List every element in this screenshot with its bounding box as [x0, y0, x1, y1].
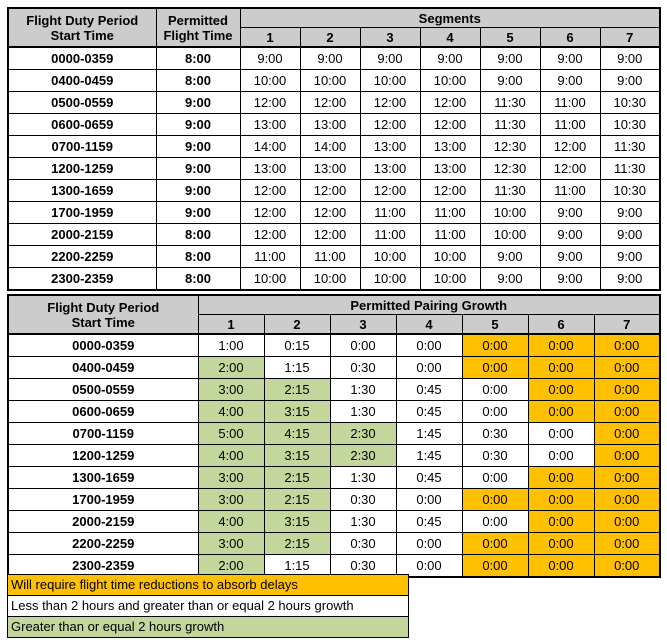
growth-value-cell: 0:30 [330, 533, 396, 555]
growth-value-cell: 0:00 [396, 489, 462, 511]
growth-value-cell: 5:00 [198, 423, 264, 445]
segment-value-cell: 11:00 [540, 92, 600, 114]
segment-value-cell: 11:30 [480, 114, 540, 136]
segment-value-cell: 10:00 [420, 268, 480, 291]
growth-value-cell: 0:45 [396, 511, 462, 533]
col-header-flight-duty-period-start-time [8, 8, 156, 47]
segment-value-cell: 10:00 [420, 70, 480, 92]
segments-table-row [8, 202, 660, 224]
permitted-flight-time-cell: 9:00 [156, 180, 240, 202]
segment-value-cell: 9:00 [480, 70, 540, 92]
growth-value-cell: 0:00 [462, 357, 528, 379]
group-header-segments: Segments [240, 8, 660, 28]
start-time-cell: 1200-1259 [8, 158, 156, 180]
segment-value-cell: 10:00 [300, 268, 360, 291]
start-time-cell: 0400-0459 [8, 357, 198, 379]
segment-value-cell: 10:00 [360, 246, 420, 268]
segments-table-row [8, 114, 660, 136]
growth-value-cell: 0:00 [528, 555, 594, 578]
pairing-growth-table-row [8, 511, 660, 533]
segment-number-header: 5 [480, 28, 540, 48]
growth-value-cell: 1:30 [330, 379, 396, 401]
growth-value-cell: 2:15 [264, 467, 330, 489]
growth-value-cell: 4:00 [198, 511, 264, 533]
growth-value-cell: 0:00 [528, 334, 594, 357]
segment-value-cell: 9:00 [600, 268, 660, 291]
segment-value-cell: 9:00 [600, 202, 660, 224]
start-time-cell: 0000-0359 [8, 47, 156, 70]
segment-value-cell: 9:00 [540, 202, 600, 224]
segment-value-cell: 11:30 [480, 180, 540, 202]
start-time-cell: 0000-0359 [8, 334, 198, 357]
growth-value-cell: 2:30 [330, 423, 396, 445]
segment-value-cell: 11:00 [300, 246, 360, 268]
segment-value-cell: 12:00 [360, 180, 420, 202]
growth-number-header: 1 [198, 315, 264, 335]
segment-value-cell: 12:00 [540, 136, 600, 158]
segment-value-cell: 9:00 [360, 47, 420, 70]
col-header-permitted-flight-time-label: Permitted Flight Time [163, 12, 233, 43]
growth-value-cell: 0:00 [594, 423, 660, 445]
permitted-flight-time-cell: 8:00 [156, 224, 240, 246]
segment-value-cell: 9:00 [540, 70, 600, 92]
pairing-growth-table-row [8, 357, 660, 379]
segment-value-cell: 9:00 [540, 224, 600, 246]
segment-value-cell: 10:00 [240, 70, 300, 92]
segment-value-cell: 13:00 [420, 136, 480, 158]
start-time-cell: 0500-0559 [8, 379, 198, 401]
segment-value-cell: 10:30 [600, 114, 660, 136]
segment-value-cell: 12:30 [480, 136, 540, 158]
growth-value-cell: 2:00 [198, 555, 264, 578]
segment-value-cell: 9:00 [420, 47, 480, 70]
segment-value-cell: 12:00 [300, 202, 360, 224]
pairing-growth-table-row [8, 379, 660, 401]
growth-value-cell: 3:15 [264, 401, 330, 423]
segment-value-cell: 11:00 [420, 224, 480, 246]
start-time-cell: 1300-1659 [8, 467, 198, 489]
segment-value-cell: 12:00 [300, 224, 360, 246]
segment-value-cell: 9:00 [300, 47, 360, 70]
segment-value-cell: 12:00 [360, 114, 420, 136]
growth-value-cell: 0:00 [528, 511, 594, 533]
growth-value-cell: 4:00 [198, 401, 264, 423]
growth-value-cell: 2:15 [264, 489, 330, 511]
segment-value-cell: 13:00 [240, 158, 300, 180]
growth-value-cell: 0:30 [330, 357, 396, 379]
segment-number-header: 4 [420, 28, 480, 48]
pairing-growth-table-row [8, 423, 660, 445]
segment-value-cell: 12:30 [480, 158, 540, 180]
growth-value-cell: 0:00 [528, 379, 594, 401]
group-header-permitted-pairing-growth: Permitted Pairing Growth [198, 295, 660, 315]
segment-value-cell: 9:00 [600, 224, 660, 246]
segment-value-cell: 12:00 [420, 180, 480, 202]
segment-number-header: 6 [540, 28, 600, 48]
legend-item-label: Greater than or equal 2 hours growth [11, 619, 225, 634]
growth-value-cell: 1:30 [330, 401, 396, 423]
permitted-flight-time-cell: 9:00 [156, 158, 240, 180]
segment-value-cell: 9:00 [600, 47, 660, 70]
growth-number-header: 6 [528, 315, 594, 335]
segment-value-cell: 14:00 [300, 136, 360, 158]
segments-table-row [8, 268, 660, 291]
growth-value-cell: 0:30 [330, 489, 396, 511]
segment-value-cell: 12:00 [240, 224, 300, 246]
start-time-cell: 0600-0659 [8, 401, 198, 423]
segment-value-cell: 13:00 [300, 114, 360, 136]
growth-value-cell: 0:00 [462, 401, 528, 423]
segment-value-cell: 12:00 [420, 114, 480, 136]
growth-value-cell: 2:00 [198, 357, 264, 379]
segments-table-row [8, 180, 660, 202]
growth-value-cell: 0:30 [330, 555, 396, 578]
growth-value-cell: 0:00 [462, 379, 528, 401]
growth-value-cell: 3:15 [264, 511, 330, 533]
legend-item [8, 617, 408, 637]
start-time-cell: 2200-2259 [8, 246, 156, 268]
segment-number-header: 1 [240, 28, 300, 48]
growth-value-cell: 0:00 [594, 489, 660, 511]
growth-number-header: 7 [594, 315, 660, 335]
growth-value-cell: 0:00 [594, 379, 660, 401]
growth-value-cell: 0:00 [462, 511, 528, 533]
segments-table-row [8, 92, 660, 114]
growth-value-cell: 0:00 [396, 357, 462, 379]
start-time-cell: 0700-1159 [8, 136, 156, 158]
segment-value-cell: 10:00 [420, 246, 480, 268]
growth-value-cell: 1:15 [264, 357, 330, 379]
segments-table-row [8, 158, 660, 180]
pairing-growth-table-row [8, 334, 660, 357]
segments-table-row [8, 224, 660, 246]
segment-value-cell: 9:00 [540, 246, 600, 268]
segment-value-cell: 13:00 [300, 158, 360, 180]
legend-item-label: Will require flight time reductions to absorb delays [11, 577, 298, 592]
pairing-growth-table-row [8, 467, 660, 489]
growth-value-cell: 0:00 [594, 334, 660, 357]
segment-value-cell: 9:00 [540, 47, 600, 70]
segment-value-cell: 10:00 [300, 70, 360, 92]
growth-value-cell: 0:00 [528, 357, 594, 379]
segment-value-cell: 11:30 [480, 92, 540, 114]
pairing-growth-table-row [8, 445, 660, 467]
permitted-flight-time-cell: 8:00 [156, 268, 240, 291]
growth-value-cell: 0:00 [396, 555, 462, 578]
legend-item [8, 596, 408, 617]
legend-item [8, 575, 408, 596]
growth-value-cell: 3:15 [264, 445, 330, 467]
segment-value-cell: 11:00 [360, 202, 420, 224]
growth-value-cell: 0:00 [594, 511, 660, 533]
segments-table-row [8, 47, 660, 70]
segment-value-cell: 9:00 [600, 70, 660, 92]
permitted-flight-time-cell: 8:00 [156, 70, 240, 92]
segment-value-cell: 11:00 [420, 202, 480, 224]
col-header-flight-duty-period-start-time-2 [8, 295, 198, 334]
segment-number-header: 3 [360, 28, 420, 48]
pairing-growth-table-body [8, 334, 660, 577]
growth-value-cell: 1:30 [330, 511, 396, 533]
start-time-cell: 0700-1159 [8, 423, 198, 445]
pairing-growth-table [7, 294, 661, 578]
start-time-cell: 2200-2259 [8, 533, 198, 555]
segment-value-cell: 11:30 [600, 158, 660, 180]
growth-value-cell: 2:30 [330, 445, 396, 467]
segment-value-cell: 10:00 [360, 268, 420, 291]
legend [7, 574, 409, 638]
growth-value-cell: 0:00 [594, 401, 660, 423]
segment-value-cell: 11:00 [360, 224, 420, 246]
segment-value-cell: 13:00 [240, 114, 300, 136]
growth-value-cell: 0:00 [594, 533, 660, 555]
growth-value-cell: 0:45 [396, 467, 462, 489]
segment-value-cell: 14:00 [240, 136, 300, 158]
segments-table-row [8, 70, 660, 92]
growth-value-cell: 0:45 [396, 379, 462, 401]
growth-value-cell: 3:00 [198, 379, 264, 401]
growth-value-cell: 0:00 [462, 555, 528, 578]
permitted-flight-time-cell: 8:00 [156, 246, 240, 268]
segment-value-cell: 10:30 [600, 180, 660, 202]
growth-value-cell: 2:15 [264, 533, 330, 555]
growth-value-cell: 0:00 [528, 467, 594, 489]
segment-value-cell: 11:00 [240, 246, 300, 268]
start-time-cell: 1700-1959 [8, 202, 156, 224]
segment-value-cell: 10:00 [360, 70, 420, 92]
growth-number-header: 4 [396, 315, 462, 335]
segments-table-body [8, 47, 660, 290]
growth-number-header: 2 [264, 315, 330, 335]
growth-value-cell: 0:00 [594, 467, 660, 489]
growth-value-cell: 0:00 [528, 401, 594, 423]
start-time-cell: 2000-2159 [8, 511, 198, 533]
growth-value-cell: 3:00 [198, 467, 264, 489]
growth-value-cell: 0:00 [528, 423, 594, 445]
growth-value-cell: 4:15 [264, 423, 330, 445]
growth-value-cell: 0:30 [462, 445, 528, 467]
segment-value-cell: 10:00 [480, 224, 540, 246]
growth-value-cell: 0:00 [396, 533, 462, 555]
pairing-growth-table-row [8, 533, 660, 555]
permitted-flight-time-cell: 8:00 [156, 47, 240, 70]
segments-table [7, 7, 661, 291]
segments-table-row [8, 136, 660, 158]
start-time-cell: 0600-0659 [8, 114, 156, 136]
col-header-permitted-flight-time [156, 8, 240, 47]
growth-value-cell: 0:00 [462, 489, 528, 511]
segment-value-cell: 9:00 [480, 268, 540, 291]
start-time-cell: 0500-0559 [8, 92, 156, 114]
growth-value-cell: 1:00 [198, 334, 264, 357]
growth-value-cell: 1:30 [330, 467, 396, 489]
segment-value-cell: 12:00 [240, 202, 300, 224]
growth-value-cell: 0:30 [462, 423, 528, 445]
segment-value-cell: 10:00 [240, 268, 300, 291]
segment-number-header: 2 [300, 28, 360, 48]
start-time-cell: 0400-0459 [8, 70, 156, 92]
growth-value-cell: 0:00 [330, 334, 396, 357]
growth-value-cell: 3:00 [198, 533, 264, 555]
growth-value-cell: 0:00 [594, 445, 660, 467]
segment-value-cell: 12:00 [360, 92, 420, 114]
permitted-flight-time-cell: 9:00 [156, 202, 240, 224]
permitted-flight-time-cell: 9:00 [156, 136, 240, 158]
segment-value-cell: 11:00 [540, 180, 600, 202]
segment-value-cell: 9:00 [240, 47, 300, 70]
start-time-cell: 1700-1959 [8, 489, 198, 511]
growth-value-cell: 4:00 [198, 445, 264, 467]
growth-value-cell: 0:00 [462, 467, 528, 489]
col-header-flight-duty-period-start-time-2-label: Flight Duty Period Start Time [47, 299, 160, 330]
segment-value-cell: 9:00 [480, 47, 540, 70]
start-time-cell: 2000-2159 [8, 224, 156, 246]
segments-table-row [8, 246, 660, 268]
permitted-flight-time-cell: 9:00 [156, 92, 240, 114]
growth-value-cell: 2:15 [264, 379, 330, 401]
pairing-growth-table-row [8, 489, 660, 511]
segment-value-cell: 12:00 [240, 180, 300, 202]
segment-value-cell: 13:00 [420, 158, 480, 180]
growth-value-cell: 0:00 [528, 533, 594, 555]
growth-value-cell: 1:45 [396, 445, 462, 467]
growth-value-cell: 0:00 [462, 533, 528, 555]
growth-number-header: 5 [462, 315, 528, 335]
legend-item-label: Less than 2 hours and greater than or equal 2 hours growth [11, 598, 354, 613]
col-header-flight-duty-period-start-time-label: Flight Duty Period Start Time [26, 12, 139, 43]
start-time-cell: 1200-1259 [8, 445, 198, 467]
segment-number-header: 7 [600, 28, 660, 48]
growth-value-cell: 0:15 [264, 334, 330, 357]
segment-value-cell: 11:00 [540, 114, 600, 136]
segment-value-cell: 9:00 [600, 246, 660, 268]
growth-value-cell: 1:15 [264, 555, 330, 578]
segment-value-cell: 12:00 [240, 92, 300, 114]
segment-value-cell: 10:00 [480, 202, 540, 224]
segment-value-cell: 9:00 [480, 246, 540, 268]
growth-value-cell: 0:00 [396, 334, 462, 357]
segment-value-cell: 12:00 [540, 158, 600, 180]
segment-value-cell: 9:00 [540, 268, 600, 291]
pairing-growth-table-row [8, 401, 660, 423]
growth-value-cell: 0:00 [594, 555, 660, 578]
growth-value-cell: 0:00 [528, 445, 594, 467]
start-time-cell: 1300-1659 [8, 180, 156, 202]
start-time-cell: 2300-2359 [8, 555, 198, 578]
growth-value-cell: 1:45 [396, 423, 462, 445]
segment-value-cell: 12:00 [300, 180, 360, 202]
segment-value-cell: 13:00 [360, 136, 420, 158]
growth-value-cell: 0:45 [396, 401, 462, 423]
start-time-cell: 2300-2359 [8, 268, 156, 291]
segment-value-cell: 11:30 [600, 136, 660, 158]
growth-value-cell: 0:00 [594, 357, 660, 379]
growth-number-header: 3 [330, 315, 396, 335]
growth-value-cell: 0:00 [528, 489, 594, 511]
growth-value-cell: 3:00 [198, 489, 264, 511]
segment-value-cell: 12:00 [300, 92, 360, 114]
growth-value-cell: 0:00 [462, 334, 528, 357]
segment-value-cell: 13:00 [360, 158, 420, 180]
permitted-flight-time-cell: 9:00 [156, 114, 240, 136]
segment-value-cell: 12:00 [420, 92, 480, 114]
segment-value-cell: 10:30 [600, 92, 660, 114]
